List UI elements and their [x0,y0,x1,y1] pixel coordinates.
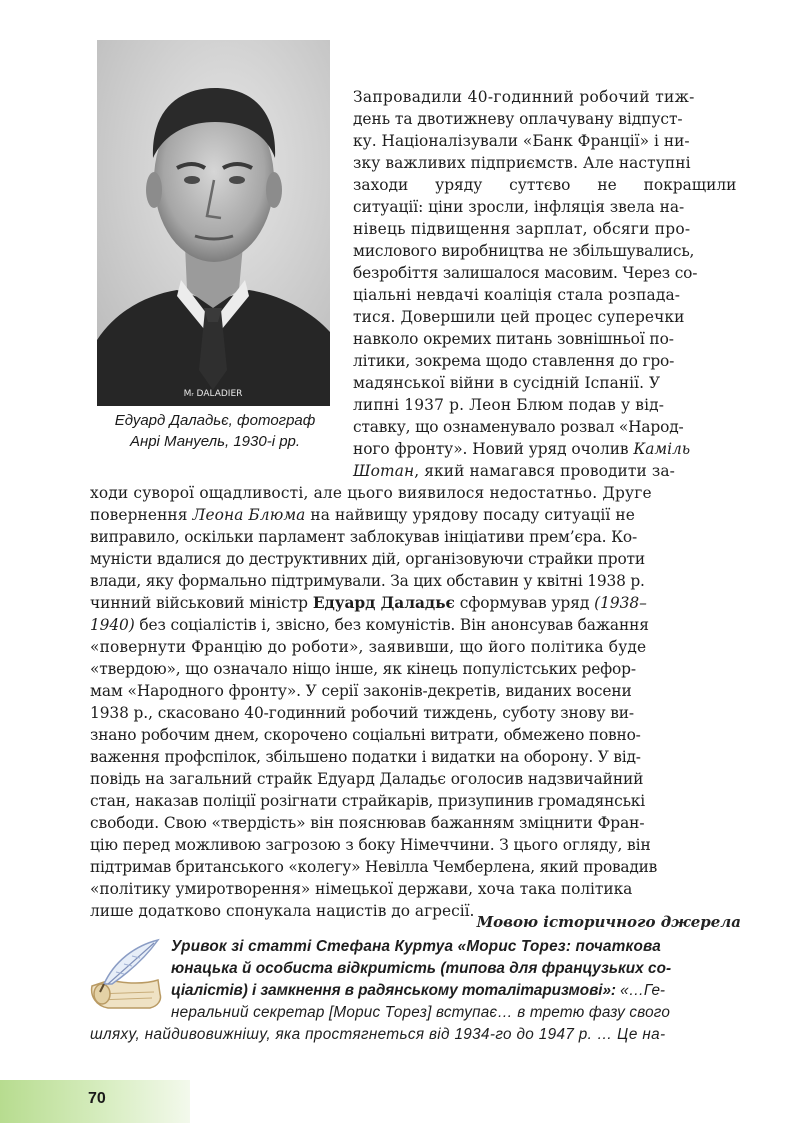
body-line: виправило, оскільки парламент заблокував ініціативи прем’єра. Ко- [90,528,638,546]
body-line: ситуації: ціни зросли, інфляція звела на- [353,198,685,216]
body-line: знано робочим днем, скорочено соціальні витрати, обмежено повно- [90,726,641,744]
body-line [90,614,649,636]
body-line: ку. Націоналізували «Банк Франції» і ни- [353,132,690,150]
body-text: ного фронту». Новий уряд очолив [353,440,634,458]
date-range-italic: 1940) [90,616,135,634]
quote-title-bold: юнацька й особиста відкритість (типова для французьких со- [171,960,672,977]
quote-line [171,936,661,958]
quote-line: шляху, найдивовижнішу, яка простягнеться від 1934-го до 1947 р. … Це на- [90,1026,666,1043]
body-line: мам «Народного фронту». У серії законів-декретів, виданих восени [90,682,632,700]
body-line: липні 1937 р. Леон Блюм подав у від- [353,396,665,414]
body-line: цію перед можливою загрозою з боку Німеччини. З цього огляду, він [90,836,651,854]
quote-title-bold: ціалістів) і замкнення в радянському тоталітаризмові»: [171,982,616,999]
person-name-italic: Шотан [353,462,415,480]
body-line: «повернути Францію до роботи», заявивши, що його політика буде [90,638,647,656]
body-text: повернення [90,506,193,524]
body-line [353,438,690,460]
body-line: повідь на загальний страйк Едуард Даладьє оголосив надзвичайний [90,770,644,788]
body-line: ціальні невдачі коаліція стала розпада- [353,286,681,304]
body-line: стан, наказав поліції розігнати страйкарів, призупинив громадянські [90,792,645,810]
caption-line-2: Анрі Мануель, 1930-і рр. [129,433,301,450]
body-line: ходи суворої ощадливості, але цього виявилося недостатньо. Друге [90,484,652,502]
body-line: лише додатково спонукала нацистів до агресії. [90,902,475,920]
body-line [353,460,675,482]
page-number: 70 [88,1090,106,1107]
body-line: зку важливих підприємств. Але наступні [353,154,691,172]
body-line: мадянської війни в сусідній Іспанії. У [353,374,661,392]
body-line: муністи вдалися до деструктивних дій, організовуючи страйки проти [90,550,645,568]
body-line: важення профспілок, збільшено податки і видатки на оборону. У від- [90,748,641,766]
photo-plate-label: Mᵣ DALADIER [183,389,243,399]
quote-text: «…Ге- [615,982,665,999]
body-line: нівець підвищення зарплат, обсяги про- [353,220,691,238]
body-line: заходи уряду суттєво не покращили [353,176,737,194]
caption-line-1: Едуард Даладьє, фотограф [114,412,316,429]
body-line: «політику умиротворення» німецької держави, хоча така політика [90,880,633,898]
body-line [90,592,647,614]
quote-line: неральний секретар [Морис Торез] вступає… в третю фазу свого [171,1004,671,1021]
body-line [90,504,635,526]
person-name-italic: Леона Блюма [192,506,306,524]
quote-line [171,980,665,1002]
person-name-bold: Едуард Даладьє [312,594,455,612]
body-line: мислового виробництва не збільшувались, [353,242,695,260]
daladier-portrait-photo [97,40,330,406]
body-line: підтримав британського «колегу» Невілла Чемберлена, який провадив [90,858,658,876]
body-line: влади, яку формально підтримували. За цих обставин у квітні 1938 р. [90,572,645,590]
body-text: , який намагався проводити за- [414,462,675,480]
quill-scroll-icon [86,934,170,1016]
body-line: безробіття залишалося масовим. Через со- [353,264,698,282]
body-text: чинний військовий міністр [90,594,313,612]
body-line: 1938 р., скасовано 40-годинний робочий тиждень, суботу знову ви- [90,704,635,722]
body-line: день та двотижневу оплачувану відпуст- [353,110,683,128]
body-line: свободи. Свою «твердість» він пояснював бажанням зміцнити Фран- [90,814,645,832]
quote-title-bold: Уривок зі статті Стефана Куртуа «Морис Торез: початкова [171,938,661,955]
body-line: Запровадили 40-годинний робочий тиж- [353,88,695,106]
body-line: літики, зокрема щодо ставлення до гро- [353,352,675,370]
body-text: сформував уряд [454,594,595,612]
body-line: «твердою», що означало ніщо інше, як кінець популістських рефор- [90,660,636,678]
body-text: без соціалістів і, звісно, без комуністів. Він анонсував бажання [134,616,649,634]
body-text: на найвищу урядову посаду ситуації не [305,506,635,524]
body-line: ставку, що ознаменувало розвал «Народ- [353,418,684,436]
quote-line [171,958,671,980]
date-range-italic: (1938– [594,594,647,612]
body-line: тися. Довершили цей процес суперечки [353,308,685,326]
source-heading: Мовою історичного джерела [476,913,741,931]
photo-caption [80,410,350,452]
person-name-italic: Каміль [633,440,691,458]
body-line: навколо окремих питань зовнішньої по- [353,330,674,348]
